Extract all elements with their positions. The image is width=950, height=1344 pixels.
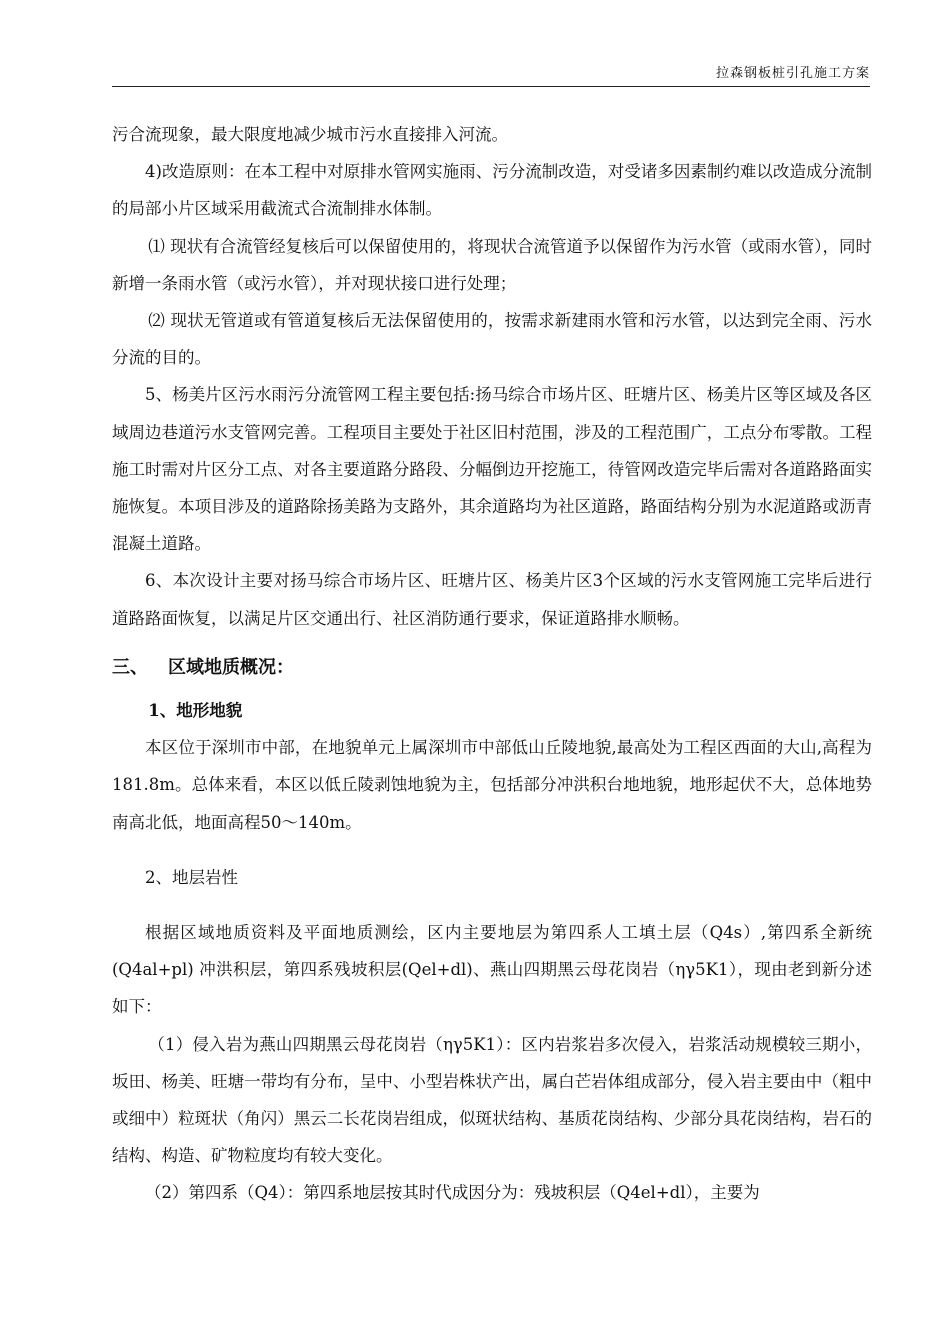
document-body [112, 116, 872, 1212]
paragraph-item-2: ⑵ 现状无管道或有管道复核后无法保留使用的，按需求新建雨水管和污水管，以达到完全雨、污水分流的目的。 [112, 311, 872, 368]
paragraph-item-1: ⑴ 现状有合流管经复核后可以保留使用的，将现状合流管道予以保留作为污水管（或雨水管），同时新增一条雨水管（或污水管），并对现状接口进行处理； [112, 236, 872, 293]
spacer [112, 896, 872, 914]
subheading-landform: 1、地形地貌 [148, 701, 243, 721]
paragraph-scope-6: 6、本次设计主要对扬马综合市场片区、旺塘片区、杨美片区3个区域的污水支管网施工完毕后进行道路路面恢复，以满足片区交通出行、社区消防通行要求，保证道路排水顺畅。 [112, 571, 872, 628]
paragraph-continuation: 污合流现象，最大限度地减少城市污水直接排入河流。 [112, 125, 508, 144]
section-number: 三、 [112, 656, 148, 678]
paragraph-intrusive-rock: （1）侵入岩为燕山四期黑云母花岗岩（ηγ5K1）：区内岩浆岩多次侵入，岩浆活动规模较三期小，坂田、杨美、旺塘一带均有分布，呈中、小型岩株状产出，属白芒岩体组成部分，侵入岩主要由中（粗中或细中）粒斑状（角闪）黑云二长花岗岩组成，似斑状结构、基质花岗结构、少部分具花岗结构，岩石的结构、构造、矿物粒度均有较大变化。 [112, 1034, 872, 1166]
subheading-stratum: 2、地层岩性 [145, 867, 238, 887]
header-divider [112, 86, 870, 87]
section-title: 区域地质概况： [168, 656, 294, 678]
paragraph-quaternary: （2）第四系（Q4）：第四系地层按其时代成因分为：残坡积层（Q4el+dl），主要为 [145, 1183, 760, 1203]
paragraph-renovation-principle: 4)改造原则：在本工程中对原排水管网实施雨、污分流制改造，对受诸多因素制约难以改造成分流制的局部小片区域采用截流式合流制排水体制。 [112, 162, 872, 219]
page-header-title: 拉森钢板桩引孔施工方案 [715, 66, 870, 81]
paragraph-landform: 本区位于深圳市中部，在地貌单元上属深圳市中部低山丘陵地貌,最高处为工程区西面的大山,高程为181.8m。总体来看，本区以低丘陵剥蚀地貌为主，包括部分冲洪积台地地貌，地形起伏不大，总体地势南高北低，地面高程50～140m。 [112, 738, 872, 832]
paragraph-stratum-intro: 根据区域地质资料及平面地质测绘，区内主要地层为第四系人工填土层（Q4s）,第四系全新统(Q4al+pl) 冲洪积层，第四系残坡积层(Qel+dl)、燕山四期黑云母花岗岩（ηγ5K1），现由老到新分述如下： [112, 923, 872, 1017]
spacer [112, 841, 872, 859]
section-heading [112, 649, 872, 686]
paragraph-scope-5: 5、杨美片区污水雨污分流管网工程主要包括:扬马综合市场片区、旺塘片区、杨美片区等区域及各区域周边巷道污水支管网完善。工程项目主要处于社区旧村范围，涉及的工程范围广，工点分布零散。工程施工时需对片区分工点、对各主要道路分路段、分幅倒边开挖施工，待管网改造完毕后需对各道路路面实施恢复。本项目涉及的道路除扬美路为支路外，其余道路均为社区道路，路面结构分别为水泥道路或沥青混凝土道路。 [112, 385, 872, 554]
